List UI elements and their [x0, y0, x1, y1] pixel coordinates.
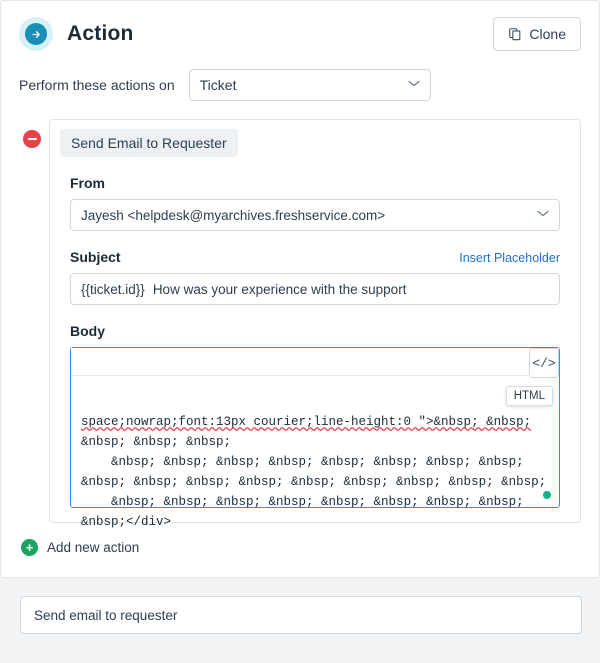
subject-label-row	[70, 249, 560, 265]
add-new-action-label: Add new action	[47, 540, 140, 555]
action-item	[19, 119, 581, 529]
subject-text: How was your experience with the support	[152, 281, 407, 297]
from-field	[60, 175, 570, 231]
clone-button[interactable]	[493, 17, 581, 51]
subject-input[interactable]	[70, 273, 560, 305]
action-type-chip[interactable]: Send Email to Requester	[60, 129, 238, 157]
action-summary-text: Send email to requester	[34, 607, 178, 623]
body-code-line-0: &nbsp; &nbsp; &nbsp;	[81, 435, 232, 449]
from-select-value: Jayesh <helpdesk@myarchives.freshservice.com>	[81, 207, 386, 223]
perform-actions-label: Perform these actions on	[19, 77, 175, 93]
insert-placeholder-link[interactable]: Insert Placeholder	[459, 251, 560, 265]
body-code-line-3: &nbsp; &nbsp; &nbsp; &nbsp; &nbsp; &nbsp; &nbsp; &nbsp;	[81, 495, 524, 509]
copy-icon	[508, 27, 522, 41]
subject-placeholder-token: {{ticket.id}}	[81, 281, 145, 297]
code-view-tooltip: HTML	[506, 386, 553, 406]
plus-circle-icon: +	[21, 539, 38, 556]
body-code-clipped-line: space;nowrap;font:13px courier;line-height:0 ">&nbsp; &nbsp;	[81, 415, 532, 429]
action-summary-bar[interactable]	[20, 596, 582, 634]
subject-label: Subject	[70, 249, 121, 265]
page-title: Action	[67, 22, 134, 45]
body-code-line-1: &nbsp; &nbsp; &nbsp; &nbsp; &nbsp; &nbsp; &nbsp; &nbsp;	[81, 455, 524, 469]
body-code-line-2: &nbsp; &nbsp; &nbsp; &nbsp; &nbsp; &nbsp; &nbsp; &nbsp; &nbsp;	[81, 475, 547, 489]
arrow-right-icon	[25, 23, 47, 45]
clone-button-label: Clone	[529, 26, 566, 42]
remove-circle-icon[interactable]	[23, 130, 41, 148]
chevron-down-icon	[408, 80, 420, 91]
action-item-body	[49, 119, 581, 529]
action-badge	[19, 17, 53, 51]
resize-handle[interactable]	[543, 491, 551, 499]
perform-actions-row	[1, 61, 599, 101]
subject-field	[60, 249, 570, 305]
body-code-line-4: &nbsp;</div>	[81, 515, 172, 529]
body-field	[60, 323, 570, 529]
chevron-down-icon	[537, 210, 549, 221]
from-label: From	[70, 175, 105, 191]
action-header	[1, 1, 599, 61]
body-code-content[interactable]	[71, 370, 559, 552]
entity-select-value: Ticket	[199, 77, 237, 93]
code-view-button[interactable]: </>	[529, 348, 559, 378]
body-label: Body	[70, 323, 105, 339]
body-editor[interactable]	[70, 347, 560, 529]
from-select[interactable]	[70, 199, 560, 231]
from-label-row	[70, 175, 560, 191]
entity-select[interactable]	[189, 69, 431, 101]
body-label-row	[70, 323, 560, 339]
remove-icon-bar	[28, 138, 37, 140]
